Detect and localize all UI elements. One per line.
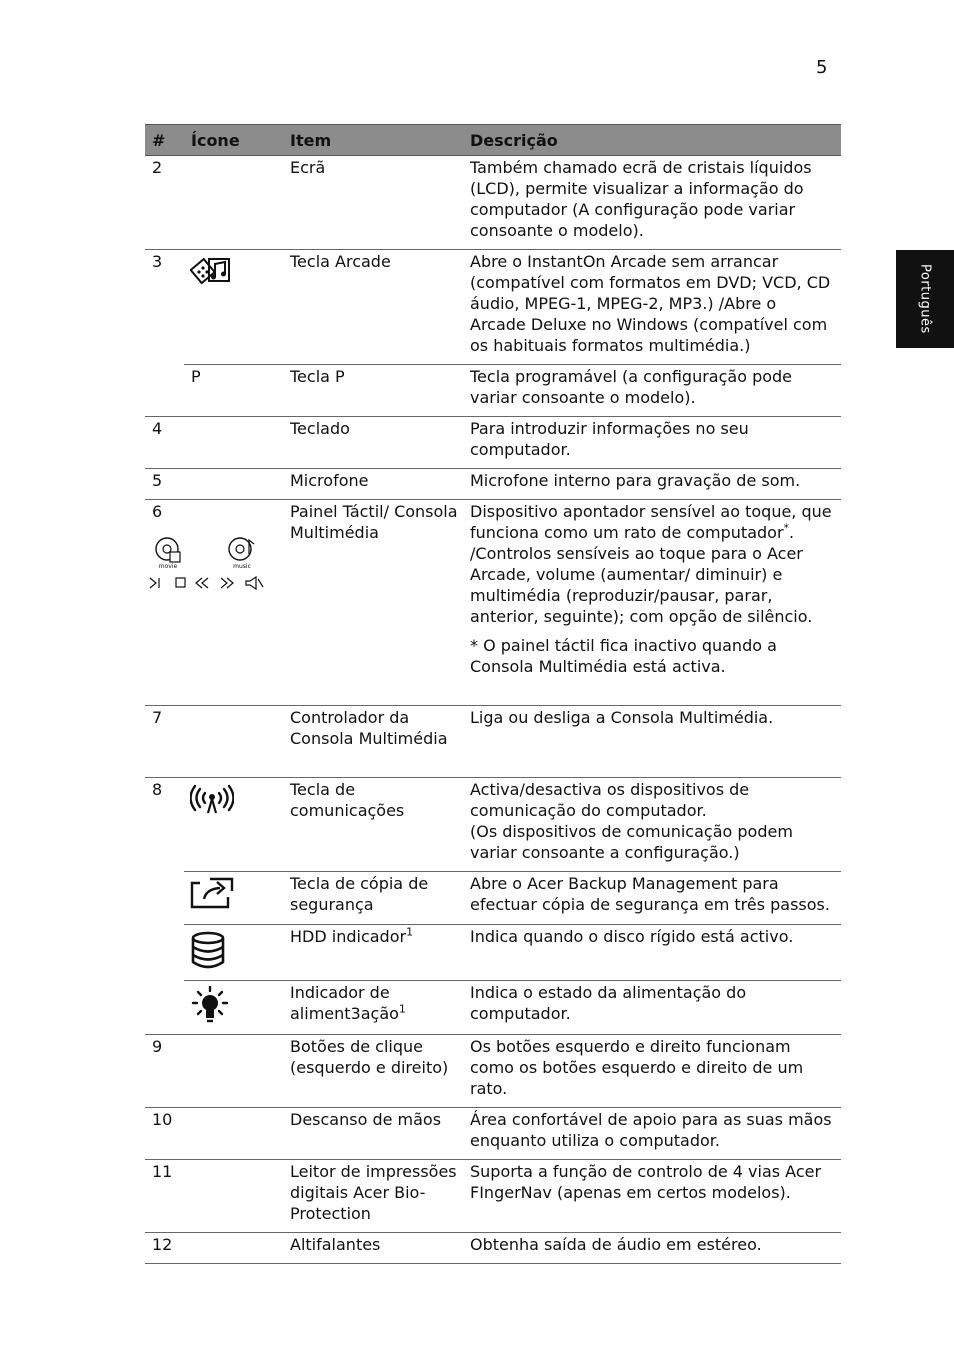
row-number-text: 6 — [152, 502, 163, 521]
row-icon-cell — [184, 250, 283, 365]
row-description: Área confortável de apoio para as suas mãos enquanto utiliza o computador. — [463, 1108, 841, 1160]
row-description: Indica o estado da alimentação do computador. — [463, 981, 841, 1035]
row-number: 5 — [145, 469, 184, 500]
row-number — [145, 365, 184, 417]
table-row — [145, 250, 841, 365]
row-item — [283, 981, 463, 1035]
row-icon-cell — [184, 156, 283, 250]
table-row — [145, 706, 841, 778]
play-pause-icon — [150, 578, 159, 588]
table-row — [145, 925, 841, 981]
row-icon-cell — [184, 1160, 283, 1233]
table-row — [145, 417, 841, 469]
footnote-mark: 1 — [406, 925, 414, 939]
backup-icon — [190, 877, 234, 911]
table-row — [145, 1160, 841, 1233]
footnote-mark: 1 — [398, 1002, 406, 1016]
row-icon-cell — [184, 469, 283, 500]
row-item: Tecla de comunicações — [283, 778, 463, 872]
row-number: 2 — [145, 156, 184, 250]
row-description: Microfone interno para gravação de som. — [463, 469, 841, 500]
row-icon-cell — [184, 872, 283, 925]
arcade-key-icon — [190, 255, 234, 291]
row-item: Botões de clique (esquerdo e direito) — [283, 1035, 463, 1108]
row-description: Tecla programável (a configuração pode variar consoante o modelo). — [463, 365, 841, 417]
row-item: Descanso de mãos — [283, 1108, 463, 1160]
row-number — [145, 872, 184, 925]
row-number — [145, 500, 251, 706]
row-icon-cell — [184, 417, 283, 469]
row-number: 3 — [152, 252, 163, 271]
table-row — [145, 500, 841, 706]
row-description: Liga ou desliga a Consola Multimédia. — [463, 706, 841, 778]
row-number: 12 — [145, 1233, 184, 1264]
row-item — [283, 925, 463, 981]
movie-icon-label: movie — [158, 563, 178, 570]
row-item-text: HDD indicador — [290, 927, 407, 946]
row-number: 8 — [152, 780, 163, 799]
page-number: 5 — [816, 57, 828, 78]
row-description: Para introduzir informações no seu computador. — [463, 417, 841, 469]
wireless-icon — [190, 783, 234, 817]
row-icon-cell — [184, 500, 283, 706]
row-icon-cell — [184, 778, 283, 872]
header-description: Descrição — [463, 125, 841, 156]
footnote-mark: * — [783, 521, 790, 535]
row-item: Painel Táctil/ Consola Multimédia — [283, 500, 463, 706]
row-description: Abre o Acer Backup Management para efectuar cópia de segurança em três passos. — [463, 872, 841, 925]
row-number: 11 — [145, 1160, 184, 1233]
row-description — [463, 500, 841, 706]
table-row — [145, 156, 841, 250]
table-row — [145, 469, 841, 500]
music-icon-label: music — [233, 563, 251, 570]
hdd-icon — [190, 930, 234, 972]
row-number: 4 — [145, 417, 184, 469]
language-tab-label: Português — [917, 264, 933, 334]
table-row — [145, 778, 841, 872]
row-item-text: Indicador de aliment3ação — [290, 983, 399, 1023]
table-row — [145, 1108, 841, 1160]
row-note: * O painel táctil fica inactivo quando a Consola Multimédia está activa. — [470, 636, 777, 676]
row-item: Altifalantes — [283, 1233, 463, 1264]
table-row — [145, 365, 841, 417]
row-item: Tecla Arcade — [283, 250, 463, 365]
header-number: # — [145, 125, 184, 156]
row-icon-cell: P — [184, 365, 283, 417]
row-number: 9 — [145, 1035, 184, 1108]
row-description: Abre o InstantOn Arcade sem arrancar (compatível com formatos em DVD; VCD, CD áudio, MPEG-1, MPEG-2, MP3.) /Abre o Arcade Deluxe no Windows (compatível com os habituais formatos multimédia.) — [463, 250, 841, 365]
row-number — [145, 925, 184, 981]
table-row — [145, 1035, 841, 1108]
row-item: Leitor de impressões digitais Acer Bio-Protection — [283, 1160, 463, 1233]
row-icon-cell — [184, 981, 283, 1035]
row-description-main: Dispositivo apontador sensível ao toque, que funciona como um rato de computador — [470, 502, 832, 542]
movie-icon — [156, 538, 180, 570]
row-number: 7 — [145, 706, 184, 778]
row-description: Indica quando o disco rígido está activo. — [463, 925, 841, 981]
row-number — [145, 981, 184, 1035]
row-item: Ecrã — [283, 156, 463, 250]
row-icon-cell — [184, 706, 283, 778]
row-item: Tecla de cópia de segurança — [283, 872, 463, 925]
power-indicator-icon — [190, 986, 234, 1026]
row-icon-cell — [184, 1233, 283, 1264]
header-icon: Ícone — [184, 125, 283, 156]
component-table — [145, 124, 841, 1264]
row-description: Os botões esquerdo e direito funcionam como os botões esquerdo e direito de um rato. — [463, 1035, 841, 1108]
header-item: Item — [283, 125, 463, 156]
table-header-row — [145, 125, 841, 156]
row-description: Activa/desactiva os dispositivos de comunicação do computador. (Os dispositivos de comunicação podem variar consoante a configuração.) — [463, 778, 841, 872]
row-item: Teclado — [283, 417, 463, 469]
row-item: Controlador da Consola Multimédia — [283, 706, 463, 778]
table-row — [145, 872, 841, 925]
table-row — [145, 981, 841, 1035]
row-description: Obtenha saída de áudio em estéreo. — [463, 1233, 841, 1264]
row-item: Microfone — [283, 469, 463, 500]
row-number: 10 — [145, 1108, 184, 1160]
row-icon-cell — [184, 925, 283, 981]
row-description: Suporta a função de controlo de 4 vias Acer FIngerNav (apenas em certos modelos). — [463, 1160, 841, 1233]
row-description: Também chamado ecrã de cristais líquidos (LCD), permite visualizar a informação do computador (A configuração pode variar consoante o modelo). — [463, 156, 841, 250]
row-description-rest: . /Controlos sensíveis ao toque para o Acer Arcade, volume (aumentar/ diminuir) e multimédia (reproduzir/pausar, parar, anterior, seguinte); com opção de silêncio. — [470, 523, 813, 626]
row-item: Tecla P — [283, 365, 463, 417]
table-row — [145, 1233, 841, 1264]
row-icon-cell — [184, 1108, 283, 1160]
language-tab — [896, 250, 954, 348]
row-icon-cell — [184, 1035, 283, 1108]
